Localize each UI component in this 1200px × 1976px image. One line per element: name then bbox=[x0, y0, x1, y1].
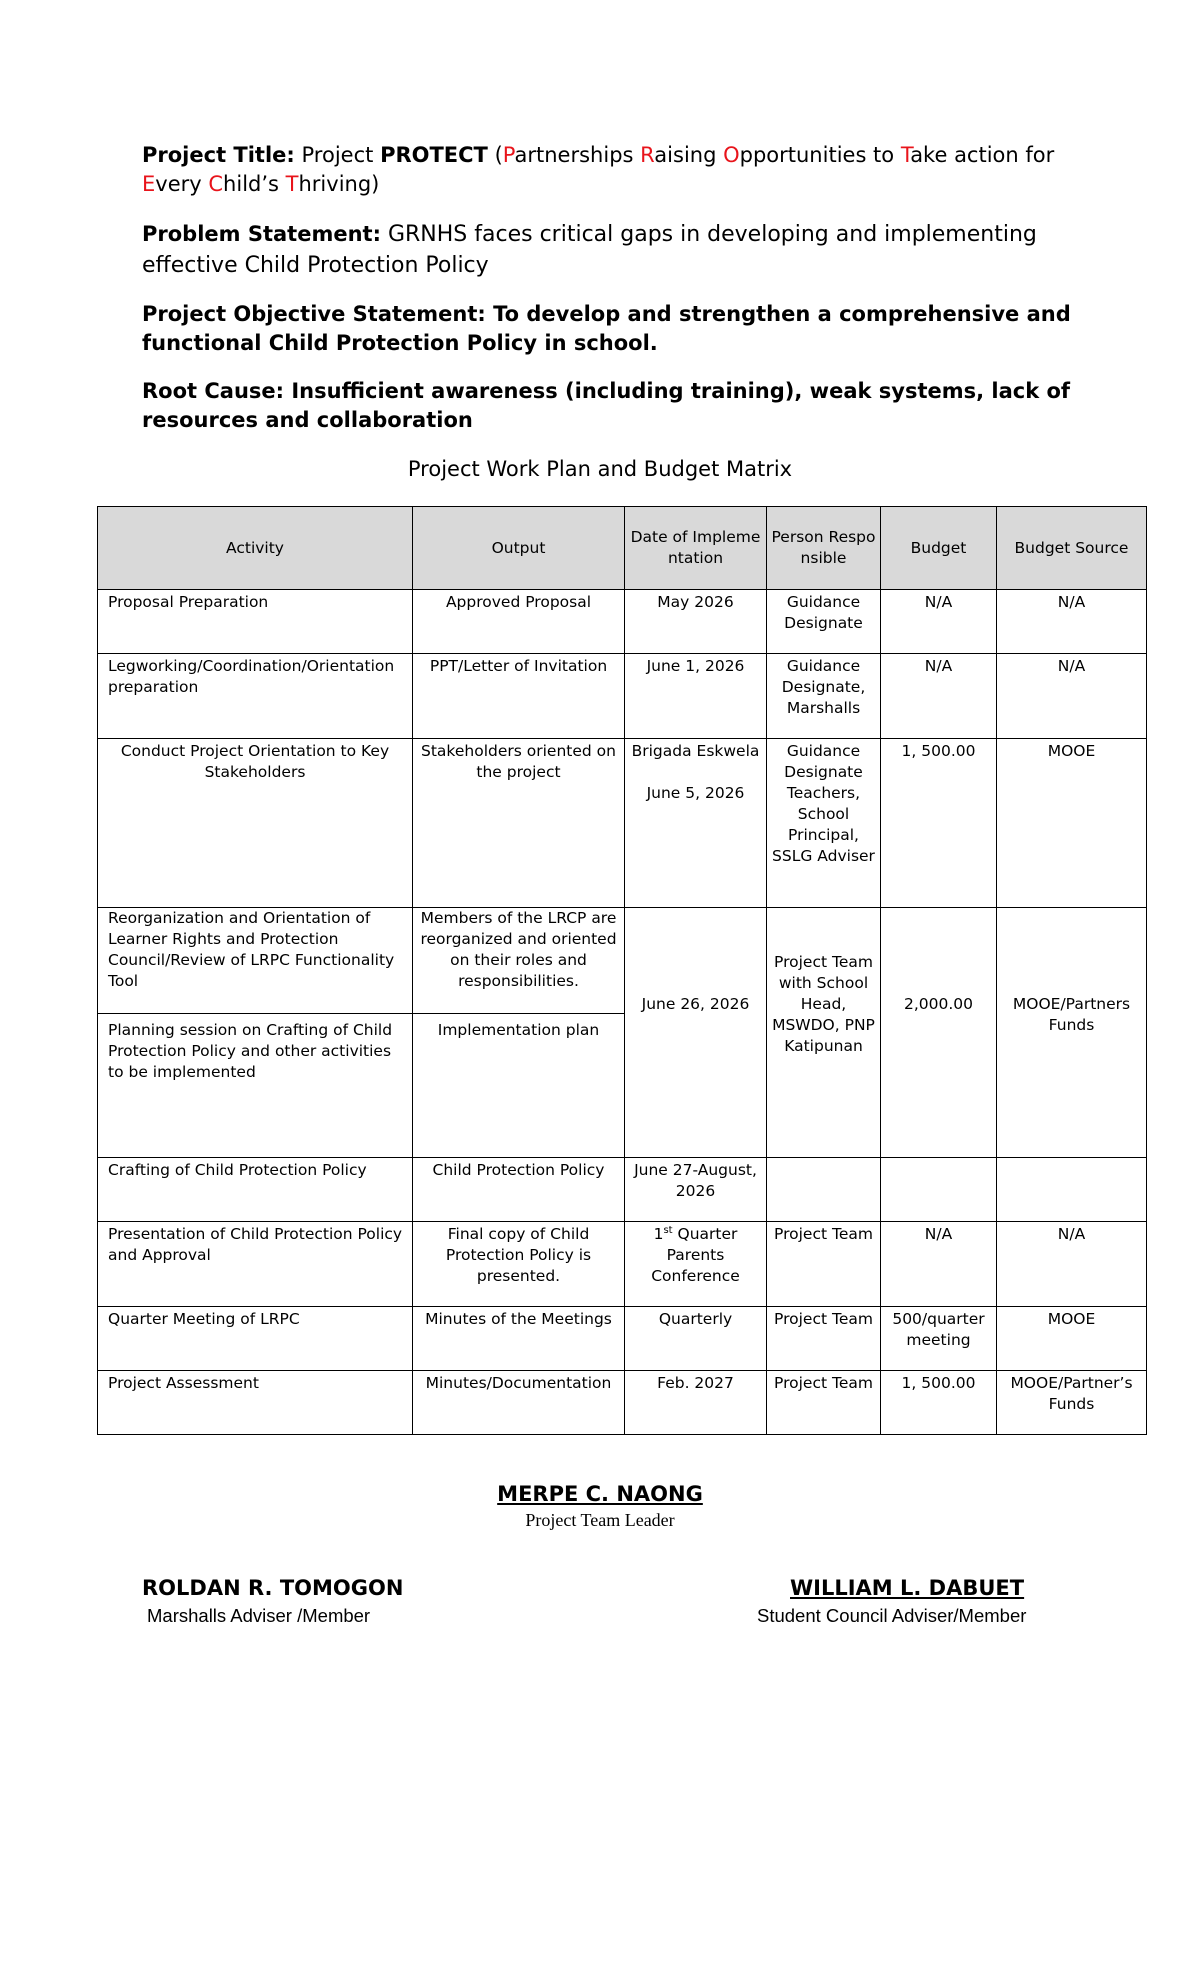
work-plan-table bbox=[97, 506, 1147, 1435]
cell-source: MOOE bbox=[997, 1307, 1147, 1371]
cell-date-value: June 26, 2026 bbox=[641, 995, 750, 1013]
header-source: Budget Source bbox=[997, 507, 1147, 590]
cell-date: May 2026 bbox=[625, 590, 767, 654]
cell-date-venue: Brigada Eskwela bbox=[631, 742, 760, 760]
leader-signature bbox=[0, 1482, 1200, 1506]
root-cause: Root Cause: Insufficient awareness (including training), weak systems, lack of resources and collaboration bbox=[142, 379, 1071, 432]
table-row bbox=[98, 1307, 1147, 1371]
leader-name: MERPE C. NAONG bbox=[497, 1482, 703, 1506]
cell-output: Minutes/Documentation bbox=[413, 1371, 625, 1435]
cell-activity: Legworking/Coordination/Orientation preparation bbox=[98, 654, 413, 739]
table-row bbox=[98, 590, 1147, 654]
table-row bbox=[98, 1371, 1147, 1435]
cell-person bbox=[767, 1158, 881, 1222]
cell-source-value: MOOE/Partners Funds bbox=[1012, 995, 1131, 1034]
cell-person: Guidance Designate bbox=[767, 590, 881, 654]
cell-date bbox=[625, 739, 767, 908]
cell-output: Child Protection Policy bbox=[413, 1158, 625, 1222]
cell-budget-value: 2,000.00 bbox=[903, 995, 974, 1013]
right-signatory-role: Student Council Adviser/Member bbox=[757, 1605, 1027, 1626]
cell-date: 1st Quarter Parents Conference bbox=[625, 1222, 767, 1307]
problem-statement-label: Problem Statement: bbox=[142, 222, 381, 246]
cell-date: Feb. 2027 bbox=[625, 1371, 767, 1435]
cell-output: Final copy of Child Protection Policy is presented. bbox=[413, 1222, 625, 1307]
cell-person-value: Project Team with School Head, MSWDO, PNP Katipunan bbox=[772, 953, 875, 1055]
cell-activity: Project Assessment bbox=[98, 1371, 413, 1435]
cell-output: Approved Proposal bbox=[413, 590, 625, 654]
project-title-label: Project Title: bbox=[142, 143, 295, 167]
cell-source: N/A bbox=[997, 654, 1147, 739]
header-person: Person Responsible bbox=[767, 507, 881, 590]
cell-date: June 1, 2026 bbox=[625, 654, 767, 739]
cell-activity: Quarter Meeting of LRPC bbox=[98, 1307, 413, 1371]
cell-source: MOOE bbox=[997, 739, 1147, 908]
cell-source: N/A bbox=[997, 1222, 1147, 1307]
left-signatory-role: Marshalls Adviser /Member bbox=[147, 1605, 371, 1626]
table-row bbox=[98, 1158, 1147, 1222]
problem-statement-text: GRNHS faces critical gaps in developing and implementing effective Child Protection Policy bbox=[142, 222, 1037, 278]
project-acronym-expansion: (Partnerships Raising Opportunities to Take action for Every Child’s Thriving) bbox=[142, 143, 1055, 196]
table-row bbox=[98, 1222, 1147, 1307]
header-activity: Activity bbox=[98, 507, 413, 590]
cell-output: PPT/Letter of Invitation bbox=[413, 654, 625, 739]
cell-budget: N/A bbox=[881, 590, 997, 654]
table-row bbox=[98, 654, 1147, 739]
table-row bbox=[98, 908, 1147, 1158]
cell-output: Stakeholders oriented on the project bbox=[413, 739, 625, 908]
cell-output-b: Implementation plan bbox=[437, 1021, 600, 1039]
cell-output bbox=[413, 908, 625, 1158]
cell-person: Project Team bbox=[767, 1307, 881, 1371]
cell-activity-a: Reorganization and Orientation of Learner Rights and Protection Council/Review of LRPC Functionality Tool bbox=[98, 908, 412, 1014]
cell-person: Guidance Designate, Marshalls bbox=[767, 654, 881, 739]
cell-person bbox=[767, 908, 881, 1158]
cell-budget: N/A bbox=[881, 1222, 997, 1307]
objective-statement: Project Objective Statement: To develop and strengthen a comprehensive and functional Child Protection Policy in school. bbox=[142, 302, 1071, 355]
cell-activity: Conduct Project Orientation to Key Stakeholders bbox=[98, 739, 413, 908]
problem-statement bbox=[142, 219, 1072, 281]
header-output: Output bbox=[413, 507, 625, 590]
project-name: PROTECT bbox=[380, 143, 488, 167]
table-header-row bbox=[98, 507, 1147, 590]
cell-person: Project Team bbox=[767, 1222, 881, 1307]
cell-budget: 1, 500.00 bbox=[881, 739, 997, 908]
cell-person: Project Team bbox=[767, 1371, 881, 1435]
leader-role: Project Team Leader bbox=[525, 1510, 675, 1530]
left-signatory-name: ROLDAN R. TOMOGON bbox=[142, 1576, 404, 1600]
cell-source: MOOE/Partner’s Funds bbox=[997, 1371, 1147, 1435]
cell-source bbox=[997, 1158, 1147, 1222]
cell-date bbox=[625, 908, 767, 1158]
project-title-prefix: Project bbox=[301, 143, 374, 167]
cell-output-a: Members of the LRCP are reorganized and oriented on their roles and responsibilities. bbox=[413, 908, 624, 1014]
cell-source bbox=[997, 908, 1147, 1158]
cell-output: Minutes of the Meetings bbox=[413, 1307, 625, 1371]
header-date: Date of Implementation bbox=[625, 507, 767, 590]
cell-date-value: June 5, 2026 bbox=[646, 784, 745, 802]
cell-person: Guidance Designate Teachers, School Principal, SSLG Adviser bbox=[767, 739, 881, 908]
cell-budget bbox=[881, 908, 997, 1158]
right-signatory-name: WILLIAM L. DABUET bbox=[790, 1576, 1025, 1600]
matrix-heading: Project Work Plan and Budget Matrix bbox=[407, 457, 793, 481]
cell-budget: N/A bbox=[881, 654, 997, 739]
cell-activity-b: Planning session on Crafting of Child Protection Policy and other activities to be implemented bbox=[108, 1021, 393, 1081]
table-row bbox=[98, 739, 1147, 908]
cell-source: N/A bbox=[997, 590, 1147, 654]
project-title bbox=[142, 141, 1072, 199]
cell-date: June 27-August, 2026 bbox=[625, 1158, 767, 1222]
header-budget: Budget bbox=[881, 507, 997, 590]
cell-activity: Presentation of Child Protection Policy and Approval bbox=[98, 1222, 413, 1307]
cell-budget: 1, 500.00 bbox=[881, 1371, 997, 1435]
cell-budget bbox=[881, 1158, 997, 1222]
cell-activity bbox=[98, 908, 413, 1158]
cell-activity: Proposal Preparation bbox=[98, 590, 413, 654]
cell-activity: Crafting of Child Protection Policy bbox=[98, 1158, 413, 1222]
cell-date: Quarterly bbox=[625, 1307, 767, 1371]
cell-budget: 500/quarter meeting bbox=[881, 1307, 997, 1371]
